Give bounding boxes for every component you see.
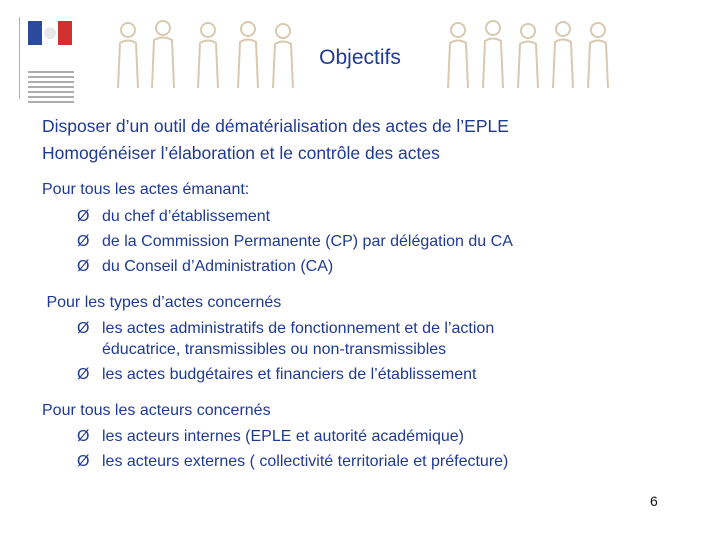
arrow-bullet-icon: Ø	[77, 366, 90, 383]
section-heading-acteurs: Pour tous les acteurs concernés	[42, 402, 271, 419]
arrow-bullet-icon: Ø	[77, 453, 90, 470]
ministry-name-lines	[28, 71, 74, 106]
section-heading-types: Pour les types d’actes concernés	[42, 294, 282, 311]
arrow-bullet-icon: Ø	[77, 320, 90, 337]
marianne-flag-icon	[28, 21, 72, 45]
arrow-bullet-icon: Ø	[77, 428, 90, 445]
intro-line-1: Disposer d’un outil de dématérialisation des actes de l’EPLE	[42, 116, 509, 136]
arrow-bullet-icon: Ø	[77, 208, 90, 225]
arrow-bullet-icon: Ø	[77, 233, 90, 250]
page-number: 6	[650, 493, 658, 509]
section-heading-actes: Pour tous les actes émanant:	[42, 181, 250, 198]
arrow-bullet-icon: Ø	[77, 258, 90, 275]
ministry-logo	[19, 17, 77, 99]
page-title: Objectifs	[319, 46, 401, 69]
intro-line-2: Homogénéiser l’élaboration et le contrôle des actes	[42, 143, 440, 163]
